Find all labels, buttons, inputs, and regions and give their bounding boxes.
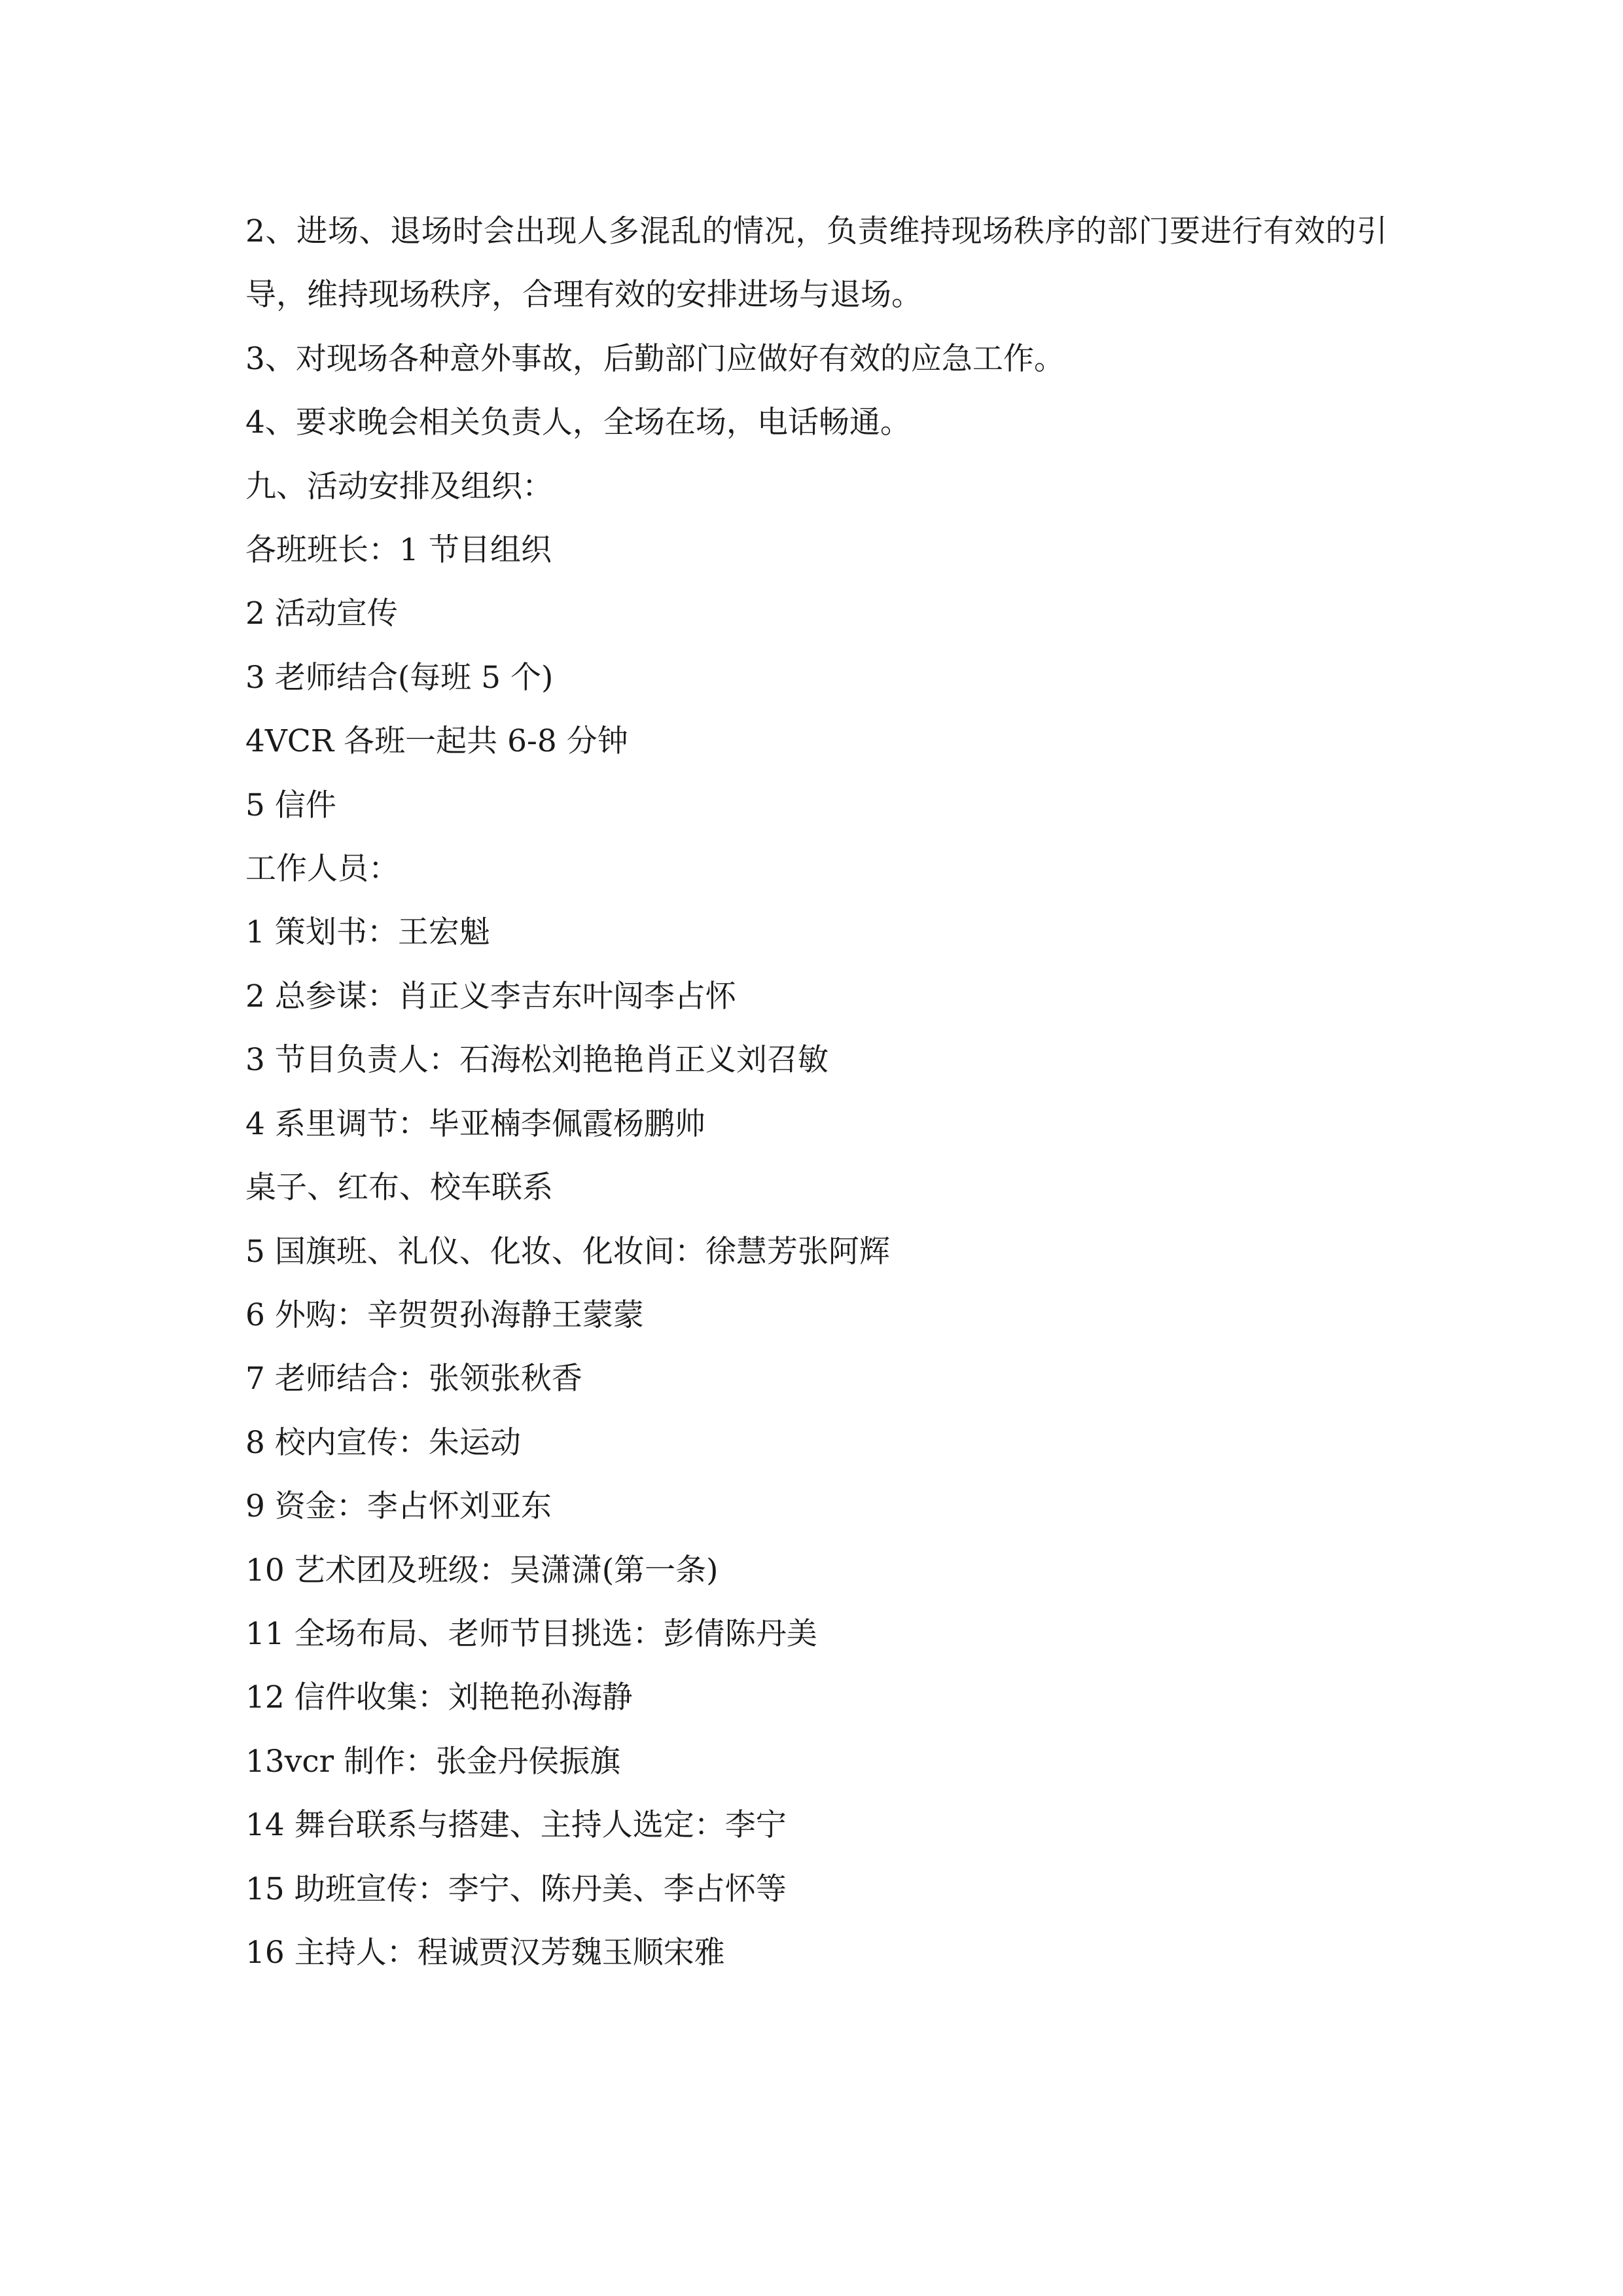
paragraph-crowd-control: 2、进场、退场时会出现人多混乱的情况，负责维持现场秩序的部门要进行有效的引导，维持现场秩序，合理有效的安排进场与退场。 — [245, 213, 1387, 314]
list-item: 5 国旗班、礼仪、化妆、化妆间：徐慧芳张阿辉 — [245, 1233, 890, 1270]
section-heading-arrangement: 九、活动安排及组织： — [245, 468, 553, 505]
list-item: 9 资金：李占怀刘亚东 — [245, 1488, 552, 1525]
list-item: 11 全场布局、老师节目挑选：彭倩陈丹美 — [245, 1615, 817, 1652]
document-body — [245, 200, 1387, 1984]
list-item: 6 外购：辛贺贺孙海静王蒙蒙 — [245, 1297, 644, 1333]
list-item: 4VCR 各班一起共 6-8 分钟 — [245, 723, 628, 760]
paragraph-emergency: 3、对现场各种意外事故，后勤部门应做好有效的应急工作。 — [245, 340, 1065, 377]
list-item: 14 舞台联系与搭建、主持人选定：李宁 — [245, 1807, 787, 1844]
list-item: 10 艺术团及班级：吴潇潇(第一条) — [245, 1552, 719, 1588]
list-item: 7 老师结合：张领张秋香 — [245, 1361, 582, 1397]
list-item: 8 校内宣传：朱运动 — [245, 1424, 521, 1461]
list-item: 桌子、红布、校车联系 — [245, 1170, 553, 1206]
list-item: 2 活动宣传 — [245, 596, 398, 632]
list-item: 3 老师结合(每班 5 个) — [245, 659, 554, 696]
list-item: 5 信件 — [245, 787, 336, 823]
list-item: 2 总参谋：肖正义李吉东叶闯李占怀 — [245, 978, 736, 1014]
list-item: 1 策划书：王宏魁 — [245, 914, 490, 951]
list-item: 13vcr 制作：张金丹侯振旗 — [245, 1743, 621, 1780]
list-item: 16 主持人：程诚贾汉芳魏玉顺宋雅 — [245, 1934, 725, 1971]
list-item: 4 系里调节：毕亚楠李佩霞杨鹏帅 — [245, 1105, 705, 1142]
list-item: 3 节目负责人：石海松刘艳艳肖正义刘召敏 — [245, 1042, 829, 1079]
paragraph-staff-presence: 4、要求晚会相关负责人，全场在场，电话畅通。 — [245, 404, 911, 441]
list-item: 12 信件收集：刘艳艳孙海静 — [245, 1679, 633, 1716]
list-item: 各班班长：1 节目组织 — [245, 532, 552, 569]
list-item: 15 助班宣传：李宁、陈丹美、李占怀等 — [245, 1871, 787, 1907]
section-heading-staff: 工作人员： — [245, 851, 399, 888]
